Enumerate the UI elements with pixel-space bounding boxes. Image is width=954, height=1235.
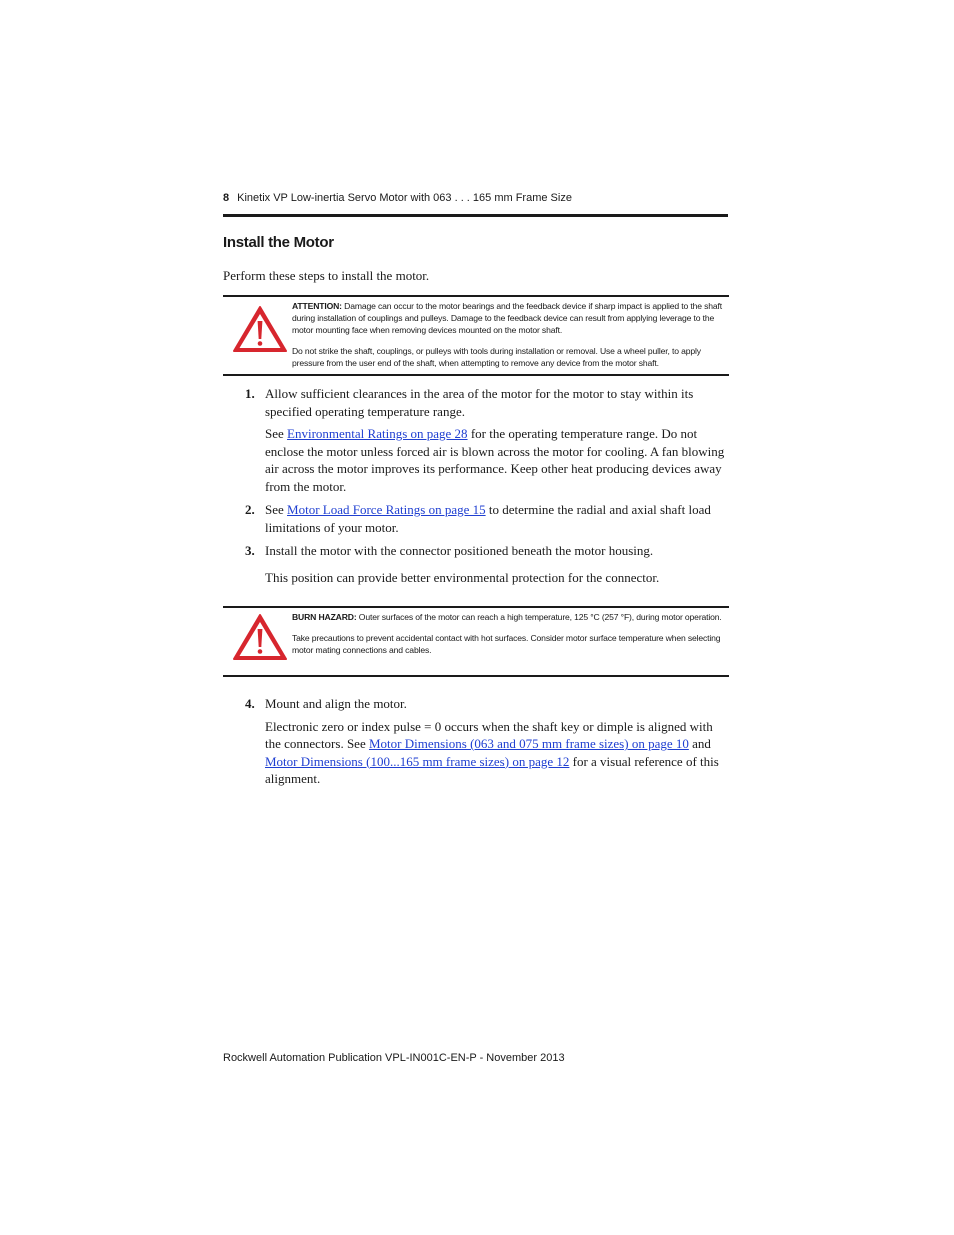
section-intro: Perform these steps to install the motor. [223,268,430,283]
attention-text-1: Damage can occur to the motor bearings and the feedback device if sharp impact is applied to the shaft during installation of couplings and pulleys. Damage to the feedback device can result from applying leverage to the motor mounting face when removing devices mounted on the motor shaft. [292,301,722,335]
note-text: for a visual reference of this alignment. [265,753,719,786]
attention-paragraph-1 [292,300,729,336]
step-text-post: to determine the radial and axial shaft load limitations of your motor. [265,502,711,535]
step-note [265,718,728,788]
motor-dimensions-100-165-link[interactable]: Motor Dimensions (100...165 mm frame sizes) on page 12 [265,753,570,769]
motor-dimensions-063-075-link[interactable]: Motor Dimensions (063 and 075 mm frame sizes) on page 10 [368,736,689,751]
steps-list-1 [223,385,728,586]
burn-hazard-box [223,606,729,677]
steps-list-2 [223,695,728,788]
burn-hazard-text [292,611,729,656]
note-text: and [688,736,711,751]
burn-hazard-text-1: Outer surfaces of the motor can reach a high temperature, 125 °C (257 °F), during motor operation. [356,612,722,622]
burn-hazard-paragraph-2: Take precautions to prevent accidental contact with hot surfaces. Consider motor surface temperature when selecting motor mating connections and cables. [292,633,721,655]
burn-hazard-label: BURN HAZARD: [292,612,357,622]
burn-hazard-paragraph-1 [292,611,729,623]
warning-triangle-icon [232,613,288,661]
step-text: Install the motor with the connector positioned beneath the motor housing. [265,543,654,558]
step-number: 2. [245,502,255,517]
motor-load-force-ratings-link[interactable]: Motor Load Force Ratings on page 15 [287,502,486,517]
step-4 [223,695,728,788]
attention-text [292,300,729,369]
running-header [223,192,728,204]
step-2 [223,501,728,536]
step-text: Mount and align the motor. [265,696,407,711]
page-footer: Rockwell Automation Publication VPL-IN001C-EN-P - November 2013 [223,1052,565,1064]
step-text: Allow sufficient clearances in the area of the motor for the motor to stay within its specified operating temperature range. [265,386,694,419]
note-text: See [265,426,288,441]
step-3 [223,542,728,586]
step-number: 4. [245,696,255,711]
step-1 [223,385,728,495]
step-text-pre: See [265,502,288,517]
step-number: 1. [245,386,255,401]
attention-box [223,295,729,376]
section-title: Install the Motor [223,234,334,251]
attention-label: ATTENTION: [292,301,342,311]
page-number: 8 [223,192,230,204]
attention-paragraph-2: Do not strike the shaft, couplings, or pulleys with tools during installation or removal. Use a wheel puller, to apply pressure from the user end of the shaft, when attempting to remove any device from the motor shaft. [292,346,701,368]
step-note [265,425,728,495]
step-number: 3. [245,543,255,558]
step-text [265,501,728,536]
step-note: This position can provide better environmental protection for the connector. [265,569,660,585]
environmental-ratings-link[interactable]: Environmental Ratings on page 28 [287,426,468,441]
warning-triangle-icon [232,305,288,353]
note-text: Electronic zero or index pulse = 0 occurs when the shaft key or dimple is aligned with the connectors. See [265,718,713,751]
header-rule [223,214,728,217]
document-title: Kinetix VP Low-inertia Servo Motor with 063 . . . 165 mm Frame Size [237,192,572,204]
note-text: for the operating temperature range. Do not enclose the motor unless forced air is blown across the motor for cooling. A fan blowing air across the motor improves its performance. Keep other heat producing devices away from the motor. [265,426,725,494]
